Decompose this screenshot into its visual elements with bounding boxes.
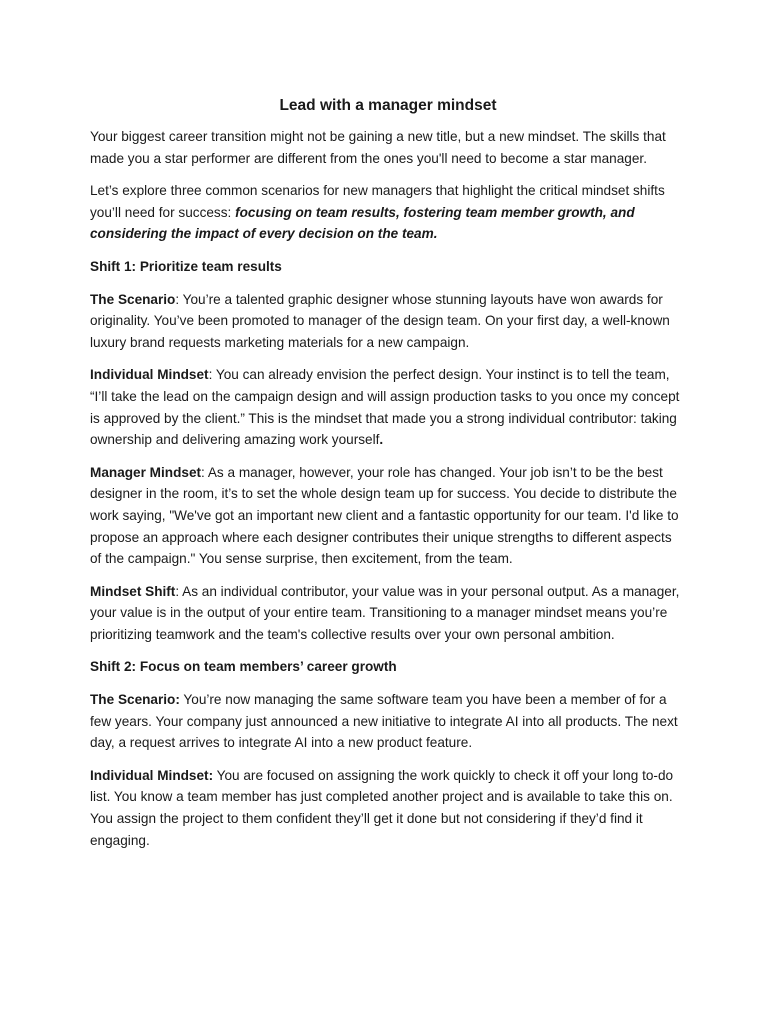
- shift1-individual-label: Individual Mindset: [90, 367, 209, 383]
- shift1-scenario-paragraph: [90, 289, 686, 354]
- shift1-mindset-shift-label: Mindset Shift: [90, 583, 176, 599]
- shift2-scenario-label: The Scenario:: [90, 692, 180, 708]
- shift1-scenario-label: The Scenario: [90, 291, 176, 307]
- shift2-scenario-text: You’re now managing the same software team you have been a member of for a few years. Your company just announced a new initiative to integrate AI into all products. The next day, a request arrives to integrate AI into a new product feature.: [90, 692, 678, 751]
- shift1-mindset-shift-paragraph: [90, 581, 686, 646]
- document-page: [90, 96, 686, 862]
- intro-paragraph: Your biggest career transition might not be gaining a new title, but a new mindset. The skills that made you a star performer are different from the ones you'll need to become a star manager.: [90, 129, 666, 166]
- shift1-individual-end: .: [379, 432, 384, 448]
- explore-paragraph: [90, 180, 686, 245]
- shift1-mindset-shift-text: : As an individual contributor, your value was in your personal output. As a manager, your value is in the output of your entire team. Transitioning to a manager mindset means you’re prioritizing teamwork and the team's collective results over your own personal ambition.: [90, 583, 680, 642]
- shift2-individual-label: Individual Mindset:: [90, 767, 214, 783]
- document-title: Lead with a manager mindset: [279, 97, 497, 114]
- shift1-individual-paragraph: [90, 364, 686, 450]
- explore-emphasis: focusing on team results, fostering team member growth, and considering the impact of every decision on the team.: [90, 204, 635, 242]
- shift1-manager-text: : As a manager, however, your role has changed. Your job isn’t to be the best designer in the room, it’s to set the whole design team up for success. You decide to distribute the work saying, "We've got an important new client and a fantastic opportunity for our team. I'd like to propose an approach where each designer contributes their unique strengths to different aspects of the campaign." You sense surprise, then excitement, from the team.: [90, 464, 679, 567]
- shift1-manager-paragraph: [90, 462, 686, 570]
- shift2-scenario-paragraph: [90, 689, 686, 754]
- shift1-manager-label: Manager Mindset: [90, 464, 202, 480]
- explore-text: Let’s explore three common scenarios for new managers that highlight the critical mindset shifts you’ll need for success:: [90, 183, 665, 220]
- shift1-individual-text: : You can already envision the perfect design. Your instinct is to tell the team, “I’ll take the lead on the campaign design and will assign production tasks to you once my concept is approved by the client.” This is the mindset that made you a strong individual contributor: taking ownership and delivering amazing work yourself: [90, 367, 680, 448]
- shift2-heading: Shift 2: Focus on team members’ career growth: [90, 659, 397, 675]
- shift2-individual-text: You are focused on assigning the work quickly to check it off your long to-do list. You know a team member has just completed another project and is available to take this on. You assign the project to them confident they’ll get it done but not considering if they’d find it engaging.: [90, 767, 674, 848]
- shift1-heading: Shift 1: Prioritize team results: [90, 258, 282, 274]
- shift2-individual-paragraph: [90, 765, 686, 851]
- shift1-scenario-text: : You’re a talented graphic designer whose stunning layouts have won awards for originality. You’ve been promoted to manager of the design team. On your first day, a well-known luxury brand requests marketing materials for a new campaign.: [90, 291, 670, 350]
